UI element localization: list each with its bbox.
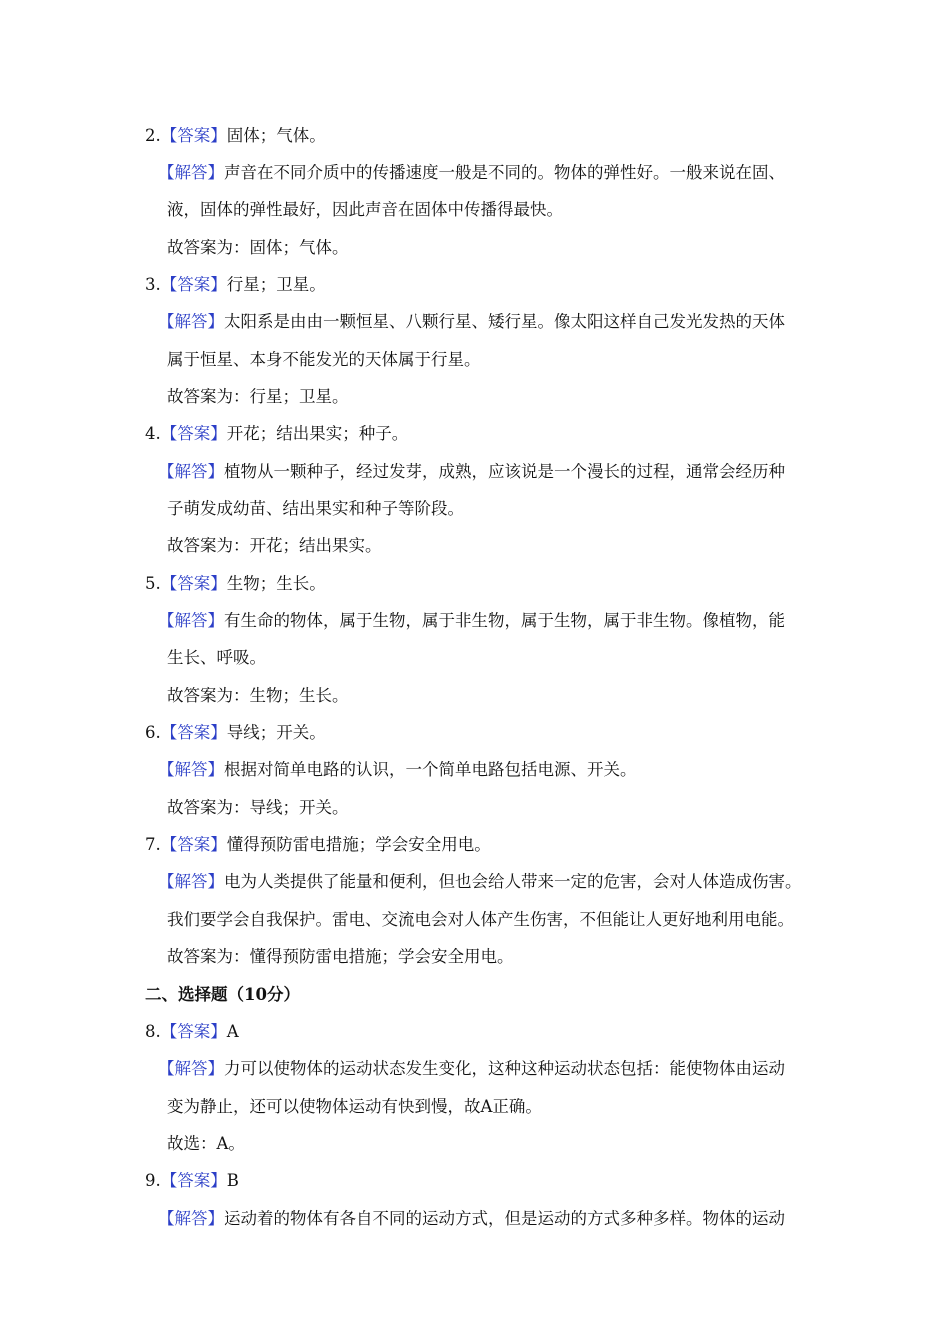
answer-text: A (226, 1022, 239, 1041)
question-number: 8. (145, 1022, 161, 1041)
analysis-continuation: 液，固体的弹性最好，因此声音在固体中传播得最快。 (167, 200, 563, 219)
analysis-line (158, 871, 802, 893)
analysis-continuation: 生长、呼吸。 (167, 648, 266, 667)
answer-line (145, 573, 326, 595)
section-title: 二、选择题（10分） (145, 985, 300, 1004)
answer-text: 导线；开关。 (226, 723, 326, 742)
analysis-text: 有生命的物体，属于生物，属于非生物，属于生物，属于非生物。像植物，能 (224, 611, 785, 630)
conclusion-line: 故答案为：懂得预防雷电措施；学会安全用电。 (167, 947, 514, 966)
answer-label: 【答案】 (160, 574, 227, 593)
answer-line (145, 1021, 239, 1043)
answer-text: 固体；气体。 (226, 126, 326, 145)
analysis-label: 【解答】 (158, 163, 224, 182)
analysis-line (158, 311, 785, 333)
analysis-line (158, 759, 637, 781)
answer-label: 【答案】 (160, 275, 227, 294)
question-number: 9. (145, 1171, 161, 1190)
answer-line (145, 722, 326, 744)
conclusion-line: 故答案为：生物；生长。 (167, 686, 349, 705)
answer-label: 【答案】 (160, 424, 227, 443)
question-number: 6. (145, 723, 161, 742)
answer-line (145, 834, 491, 856)
question-number: 2. (145, 126, 161, 145)
answer-text: 懂得预防雷电措施；学会安全用电。 (226, 835, 491, 854)
answer-label: 【答案】 (160, 723, 227, 742)
analysis-text: 运动着的物体有各自不同的运动方式，但是运动的方式多种多样。物体的运动 (224, 1209, 785, 1228)
analysis-text: 力可以使物体的运动状态发生变化，这种这种运动状态包括：能使物体由运动 (224, 1059, 785, 1078)
analysis-text: 根据对简单电路的认识，一个简单电路包括电源、开关。 (224, 760, 637, 779)
conclusion-line: 故答案为：导线；开关。 (167, 798, 349, 817)
answer-label: 【答案】 (160, 1171, 227, 1190)
analysis-label: 【解答】 (158, 1059, 224, 1078)
analysis-line (158, 610, 785, 632)
analysis-label: 【解答】 (158, 312, 224, 331)
analysis-line (158, 1058, 785, 1080)
analysis-label: 【解答】 (158, 760, 224, 779)
answer-text: 生物；生长。 (226, 574, 326, 593)
analysis-continuation: 我们要学会自我保护。雷电、交流电会对人体产生伤害，不但能让人更好地利用电能。 (167, 910, 794, 929)
conclusion-line: 故答案为：固体；气体。 (167, 238, 349, 257)
question-number: 4. (145, 424, 161, 443)
analysis-label: 【解答】 (158, 462, 224, 481)
analysis-continuation: 变为静止，还可以使物体运动有快到慢，故A正确。 (167, 1097, 542, 1116)
question-number: 7. (145, 835, 161, 854)
answer-label: 【答案】 (160, 126, 227, 145)
answer-text: B (226, 1171, 239, 1190)
answer-label: 【答案】 (160, 1022, 227, 1041)
analysis-label: 【解答】 (158, 611, 224, 630)
conclusion-line: 故答案为：开花；结出果实。 (167, 536, 382, 555)
analysis-line (158, 1208, 785, 1230)
answer-label: 【答案】 (160, 835, 227, 854)
analysis-label: 【解答】 (158, 872, 224, 891)
question-number: 3. (145, 275, 161, 294)
answer-line (145, 274, 326, 296)
answer-line (145, 423, 408, 445)
answer-line (145, 125, 326, 147)
analysis-label: 【解答】 (158, 1209, 224, 1228)
analysis-text: 植物从一颗种子，经过发芽，成熟，应该说是一个漫长的过程，通常会经历种 (224, 462, 785, 481)
answer-text: 开花；结出果实；种子。 (226, 424, 409, 443)
analysis-text: 电为人类提供了能量和便利，但也会给人带来一定的危害，会对人体造成伤害。 (224, 872, 802, 891)
analysis-line (158, 461, 785, 483)
analysis-line (158, 162, 785, 184)
analysis-text: 声音在不同介质中的传播速度一般是不同的。物体的弹性好。一般来说在固、 (224, 163, 785, 182)
question-number: 5. (145, 574, 161, 593)
analysis-continuation: 子萌发成幼苗、结出果实和种子等阶段。 (167, 499, 464, 518)
answer-text: 行星；卫星。 (226, 275, 326, 294)
conclusion-line: 故选：A。 (167, 1134, 245, 1153)
answer-line (145, 1170, 239, 1192)
analysis-text: 太阳系是由由一颗恒星、八颗行星、矮行星。像太阳这样自己发光发热的天体 (224, 312, 785, 331)
conclusion-line: 故答案为：行星；卫星。 (167, 387, 349, 406)
analysis-continuation: 属于恒星、本身不能发光的天体属于行星。 (167, 350, 481, 369)
